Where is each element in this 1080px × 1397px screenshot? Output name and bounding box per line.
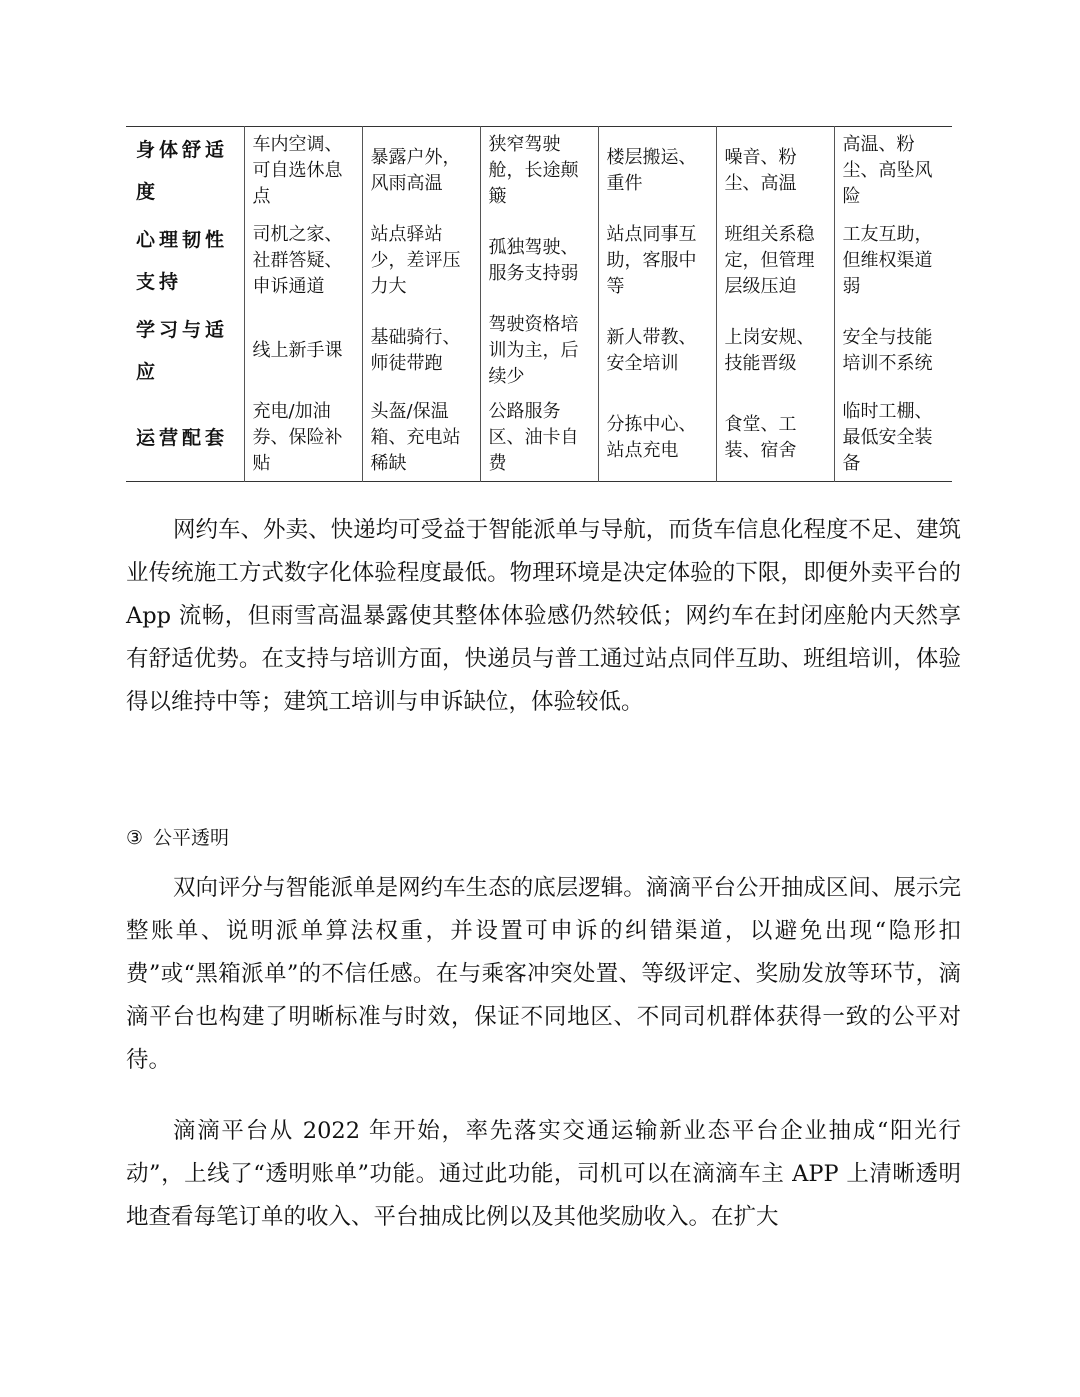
table-row <box>126 397 952 482</box>
table-cell: 新人带教、安全培训 <box>598 307 716 397</box>
row-header-psychological-support: 心理韧性支持 <box>136 229 229 293</box>
table-cell: 楼层搬运、重件 <box>598 127 716 218</box>
row-header-learning-adaptation: 学习与适应 <box>136 319 229 383</box>
table-cell: 工友互助，但维权渠道弱 <box>834 217 952 307</box>
experience-comparison-table <box>126 126 952 482</box>
table-cell: 狭窄驾驶舱，长途颠簸 <box>480 127 598 218</box>
table-cell: 上岗安规、技能晋级 <box>716 307 834 397</box>
table-cell: 噪音、粉尘、高温 <box>716 127 834 218</box>
table-cell: 分拣中心、站点充电 <box>598 397 716 482</box>
table-cell: 基础骑行、师徒带跑 <box>362 307 480 397</box>
body-paragraph-fairness: 双向评分与智能派单是网约车生态的底层逻辑。滴滴平台公开抽成区间、展示完整账单、说明派单算法权重，并设置可申诉的纠错渠道，以避免出现“隐形扣费”或“黑箱派单”的不信任感。在与乘客冲突处置、等级评定、奖励发放等环节，滴滴平台也构建了明晰标准与时效，保证不同地区、不同司机群体获得一致的公平对待。 <box>126 875 961 1073</box>
table-cell: 驾驶资格培训为主，后续少 <box>480 307 598 397</box>
table-cell: 食堂、工装、宿舍 <box>716 397 834 482</box>
table-cell: 线上新手课 <box>244 307 362 397</box>
table-row <box>126 307 952 397</box>
table-cell: 公路服务区、油卡自费 <box>480 397 598 482</box>
table-cell: 站点驿站少，差评压力大 <box>362 217 480 307</box>
table-cell: 司机之家、社群答疑、申诉通道 <box>244 217 362 307</box>
table-cell: 暴露户外，风雨高温 <box>362 127 480 218</box>
table-cell: 站点同事互助，客服中等 <box>598 217 716 307</box>
table-cell: 头盔/保温箱、充电站稀缺 <box>362 397 480 482</box>
table-cell: 充电/加油券、保险补贴 <box>244 397 362 482</box>
comparison-table-wrapper <box>126 126 952 482</box>
table-cell: 安全与技能培训不系统 <box>834 307 952 397</box>
section-title: 公平透明 <box>153 827 230 849</box>
table-row <box>126 127 952 218</box>
table-cell: 班组关系稳定，但管理层级压迫 <box>716 217 834 307</box>
section-number: ③ <box>126 827 144 849</box>
table-row <box>126 217 952 307</box>
table-cell: 孤独驾驶、服务支持弱 <box>480 217 598 307</box>
table-cell: 临时工棚、最低安全装备 <box>834 397 952 482</box>
row-header-physical-comfort: 身体舒适度 <box>136 139 229 203</box>
section-heading <box>126 823 229 853</box>
table-cell: 高温、粉尘、高坠风险 <box>834 127 952 218</box>
body-paragraph-experience: 网约车、外卖、快递均可受益于智能派单与导航，而货车信息化程度不足、建筑业传统施工方式数字化体验程度最低。物理环境是决定体验的下限，即便外卖平台的 App 流畅，但雨雪高温暴露使其整体体验感仍然较低；网约车在封闭座舱内天然享有舒适优势。在支持与培训方面，快递员与普工通过站点同伴互助、班组培训，体验得以维持中等；建筑工培训与申诉缺位，体验较低。 <box>126 517 961 715</box>
table-cell: 车内空调、可自选休息点 <box>244 127 362 218</box>
body-paragraph-transparent-billing: 滴滴平台从 2022 年开始，率先落实交通运输新业态平台企业抽成“阳光行动”，上线了“透明账单”功能。通过此功能，司机可以在滴滴车主 APP 上清晰透明地查看每笔订单的收入、平台抽成比例以及其他奖励收入。在扩大 <box>126 1118 961 1230</box>
row-header-operations-support: 运营配套 <box>136 427 229 449</box>
